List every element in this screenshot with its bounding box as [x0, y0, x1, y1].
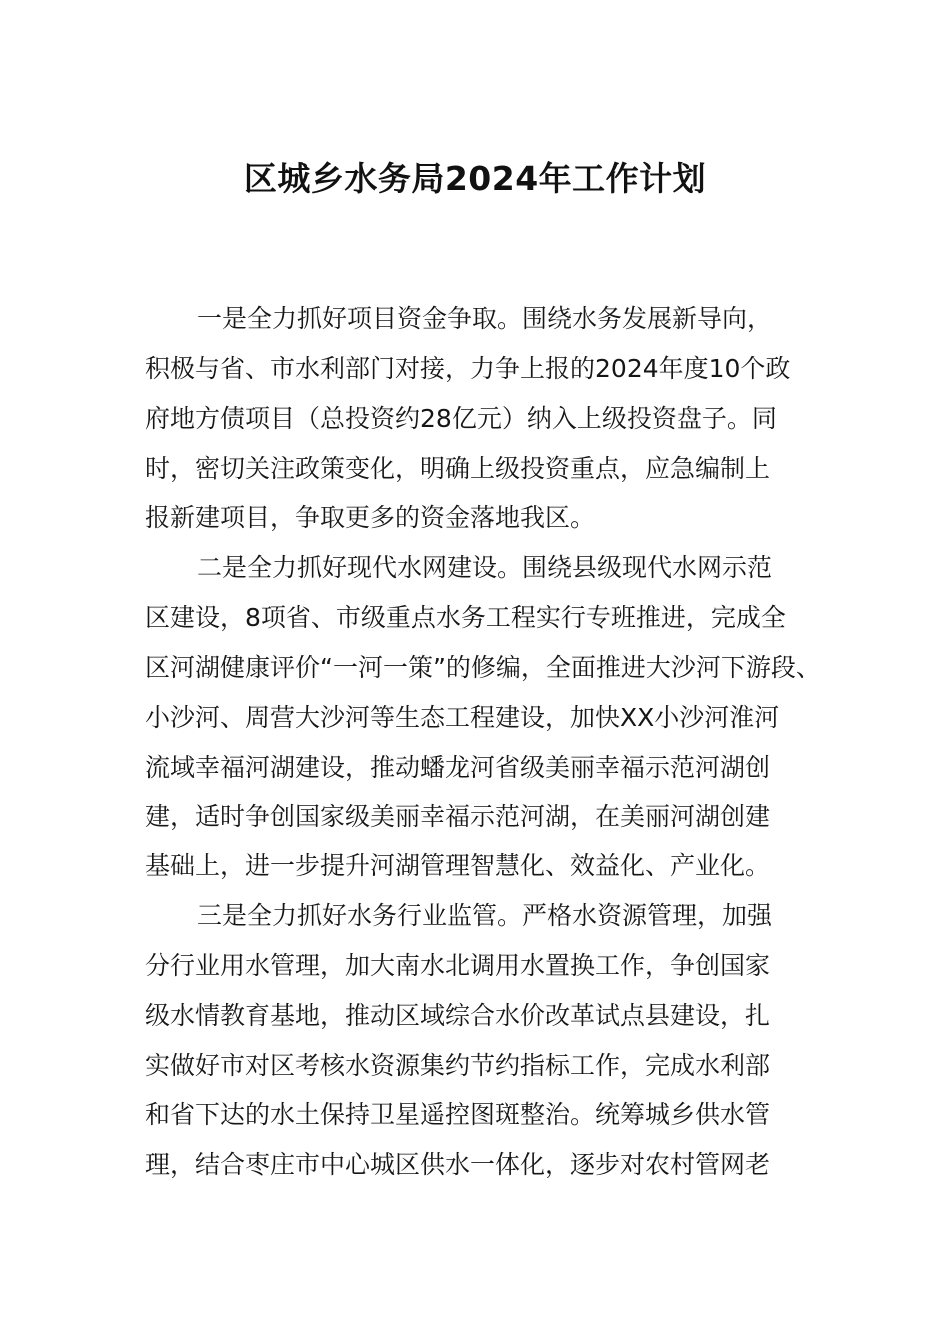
paragraph-3-line-2: 分行业用水管理，加大南水北调用水置换工作，争创国家 — [145, 951, 771, 980]
paragraph-2-line-3: 区河湖健康评价“一河一策”的修编，全面推进大沙河下游段、 — [145, 653, 821, 682]
paragraph-2-line-5: 流域幸福河湖建设，推动蟠龙河省级美丽幸福示范河湖创 — [145, 753, 771, 782]
paragraph-2-line-7: 基础上，进一步提升河湖管理智慧化、效益化、产业化。 — [145, 851, 771, 880]
paragraph-2-line-4: 小沙河、周营大沙河等生态工程建设，加快XX小沙河淮河 — [145, 703, 780, 732]
paragraph-3-line-6: 理，结合枣庄市中心城区供水一体化，逐步对农村管网老 — [145, 1150, 771, 1179]
paragraph-3-line-4: 实做好市对区考核水资源集约节约指标工作，完成水利部 — [145, 1051, 771, 1080]
paragraph-3-line-1: 三是全力抓好水务行业监管。严格水资源管理，加强 — [197, 901, 773, 930]
paragraph-3-line-5: 和省下达的水土保持卫星遥控图斑整治。统筹城乡供水管 — [145, 1100, 771, 1129]
paragraph-1-line-1: 一是全力抓好项目资金争取。围绕水务发展新导向， — [197, 304, 773, 333]
paragraph-1-line-2: 积极与省、市水利部门对接，力争上报的2024年度10个政 — [145, 354, 791, 383]
paragraph-2-line-1: 二是全力抓好现代水网建设。围绕县级现代水网示范 — [197, 553, 773, 582]
paragraph-1-line-4: 时，密切关注政策变化，明确上级投资重点，应急编制上 — [145, 454, 771, 483]
paragraph-2-line-2: 区建设，8项省、市级重点水务工程实行专班推进，完成全 — [145, 603, 786, 632]
paragraph-2-line-6: 建，适时争创国家级美丽幸福示范河湖，在美丽河湖创建 — [145, 802, 771, 831]
paragraph-3-line-3: 级水情教育基地，推动区域综合水价改革试点县建设，扎 — [145, 1001, 771, 1030]
document-title: 区城乡水务局2024年工作计划 — [243, 159, 707, 198]
paragraph-1-line-5: 报新建项目，争取更多的资金落地我区。 — [145, 503, 596, 532]
paragraph-1-line-3: 府地方债项目（总投资约28亿元）纳入上级投资盘子。同 — [145, 404, 777, 433]
